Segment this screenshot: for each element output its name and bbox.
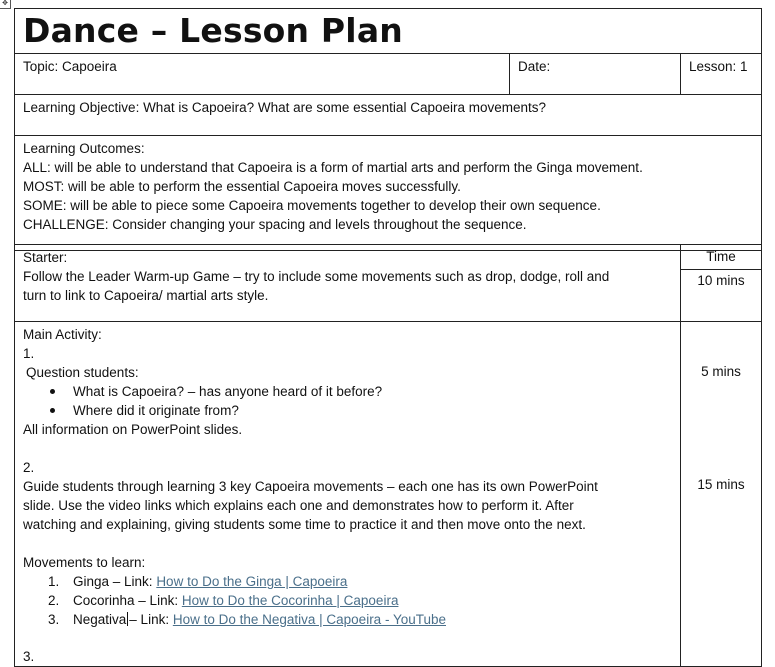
movement-name: Ginga <box>73 574 110 589</box>
objective-cell[interactable] <box>15 95 762 136</box>
time-column-heading: Time <box>681 245 761 270</box>
table-move-handle-icon[interactable]: ✥ <box>0 0 11 9</box>
list-item <box>48 572 672 591</box>
starter-text-line1: Follow the Leader Warm-up Game – try to include some movements such as drop, dodge, roll and <box>23 269 610 284</box>
movement-separator: – Link: <box>134 593 182 608</box>
movement-number: 3. <box>48 612 60 627</box>
movement-separator: – Link: <box>109 574 157 589</box>
step1-question-list <box>23 382 672 420</box>
main-heading: Main Activity: <box>23 327 102 342</box>
cocorinha-video-link[interactable]: How to Do the Cocorinha | Capoeira <box>181 593 399 608</box>
movement-number: 2. <box>48 593 60 608</box>
objective-text: Learning Objective: What is Capoeira? What are some essential Capoeira movements? <box>23 100 547 115</box>
list-item <box>48 591 672 610</box>
outcome-all: ALL: will be able to understand that Capoeira is a form of martial arts and perform the Ginga movement. <box>23 160 643 175</box>
outcome-some: SOME: will be able to piece some Capoeira movements together to develop their own sequence. <box>23 198 601 213</box>
date-cell[interactable] <box>510 54 681 95</box>
ginga-video-link[interactable]: How to Do the Ginga | Capoeira <box>156 574 348 589</box>
step1-note: All information on PowerPoint slides. <box>23 422 243 437</box>
list-item <box>48 610 672 629</box>
topic-cell[interactable] <box>15 54 510 95</box>
step2-time: 15 mins <box>697 477 745 492</box>
list-item: What is Capoeira? – has anyone heard of it before? <box>73 382 672 401</box>
main-time-cell[interactable] <box>681 322 762 667</box>
step3-number: 3. <box>23 649 35 664</box>
date-text: Date: <box>518 59 551 74</box>
outcomes-cell[interactable] <box>15 136 762 251</box>
movements-heading: Movements to learn: <box>23 555 146 570</box>
starter-cell[interactable] <box>15 245 681 322</box>
starter-time: 10 mins <box>697 273 745 288</box>
list-item: Where did it originate from? <box>73 401 672 420</box>
page-title: Dance – Lesson Plan <box>23 11 403 50</box>
movement-number: 1. <box>48 574 60 589</box>
lesson-cell[interactable] <box>681 54 762 95</box>
starter-time-cell[interactable] <box>681 245 762 322</box>
step1-time: 5 mins <box>701 364 741 379</box>
starter-heading: Starter: <box>23 250 68 265</box>
main-activity-cell[interactable] <box>15 322 681 667</box>
outcomes-heading: Learning Outcomes: <box>23 141 145 156</box>
negativa-video-link[interactable]: How to Do the Negativa | Capoeira - YouTube <box>172 612 446 627</box>
lesson-plan-table <box>14 8 762 251</box>
topic-text: Topic: Capoeira <box>23 59 117 74</box>
starter-text-line2: turn to link to Capoeira/ martial arts style. <box>23 288 269 303</box>
movement-separator: – Link: <box>129 612 173 627</box>
movement-name: Negativa <box>73 612 127 627</box>
movement-name: Cocorinha <box>73 593 135 608</box>
activity-table <box>14 244 762 667</box>
step2-line1: Guide students through learning 3 key Capoeira movements – each one has its own PowerPoint <box>23 479 598 494</box>
outcome-challenge: CHALLENGE: Consider changing your spacing and levels throughout the sequence. <box>23 217 527 232</box>
step1-number: 1. <box>23 346 35 361</box>
movements-list <box>23 572 672 629</box>
lesson-text: Lesson: 1 <box>689 59 748 74</box>
step2-line3: watching and explaining, giving students some time to practice it and then move onto the next. <box>23 517 586 532</box>
step1-prompt: Question students: <box>26 365 139 380</box>
title-cell <box>15 9 762 54</box>
step2-line2: slide. Use the video links which explains each one and demonstrates how to perform it. After <box>23 498 574 513</box>
outcome-most: MOST: will be able to perform the essential Capoeira moves successfully. <box>23 179 461 194</box>
step2-number: 2. <box>23 460 35 475</box>
